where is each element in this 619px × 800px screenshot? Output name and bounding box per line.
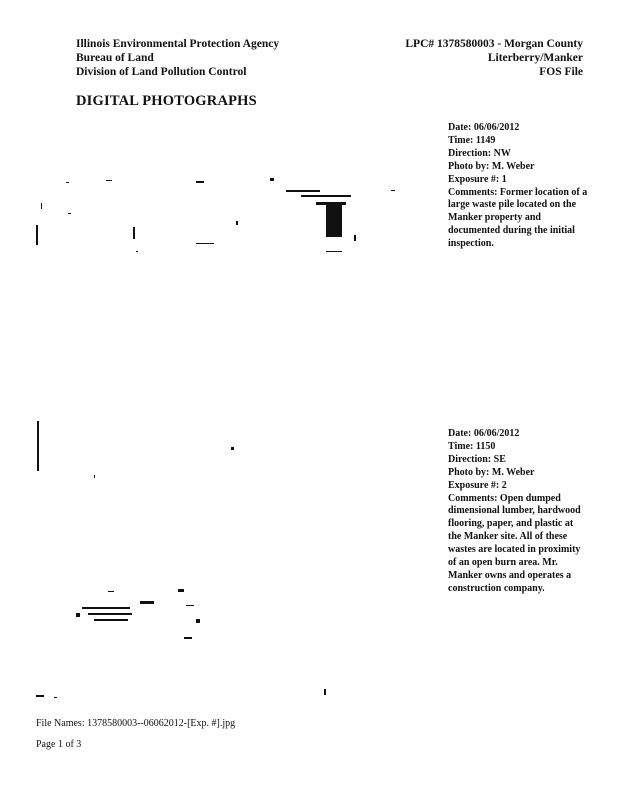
lpc-number: LPC# 1378580003 - Morgan County bbox=[405, 38, 583, 50]
photo-2 bbox=[36, 405, 406, 705]
site-name: Literberry/Manker bbox=[487, 52, 583, 64]
photo-1-metadata bbox=[448, 122, 588, 251]
photo-2-metadata bbox=[448, 428, 588, 596]
photo-2-image bbox=[36, 405, 406, 705]
agency-name: Illinois Environmental Protection Agency bbox=[76, 38, 280, 50]
file-type: FOS File bbox=[539, 66, 583, 78]
page-title: DIGITAL PHOTOGRAPHS bbox=[76, 93, 257, 109]
photo-1-exposure: Exposure #: 1 bbox=[448, 173, 507, 185]
photo-2-photographer: Photo by: M. Weber bbox=[448, 466, 535, 478]
agency-header bbox=[76, 37, 279, 79]
photo-2-date: Date: 06/06/2012 bbox=[448, 428, 520, 439]
photo-2-comments: Comments: Open dumped dimensional lumber, hardwood flooring, paper, and plastic at the Manker site. All of these wastes are located in proximity of an open burn area. Mr. Manker owns and operates a construction company. bbox=[448, 492, 581, 594]
division-name: Division of Land Pollution Control bbox=[76, 66, 247, 78]
photo-1-time: Time: 1149 bbox=[448, 134, 496, 146]
photo-1-comments: Comments: Former location of a large waste pile located on the Manker property and documented during the initial inspection. bbox=[448, 186, 588, 250]
photo-2-exposure: Exposure #: 2 bbox=[448, 479, 507, 491]
site-header bbox=[405, 37, 583, 79]
bureau-name: Bureau of Land bbox=[76, 52, 154, 64]
photo-1 bbox=[36, 165, 406, 265]
photo-1-image bbox=[36, 165, 406, 265]
photo-2-time: Time: 1150 bbox=[448, 440, 496, 452]
photo-1-direction: Direction: NW bbox=[448, 147, 511, 159]
page-number: Page 1 of 3 bbox=[36, 739, 82, 750]
photo-1-photographer: Photo by: M. Weber bbox=[448, 160, 535, 172]
photo-2-direction: Direction: SE bbox=[448, 453, 506, 465]
file-names: File Names: 1378580003--06062012-[Exp. #].jpg bbox=[36, 718, 236, 729]
photo-1-date: Date: 06/06/2012 bbox=[448, 122, 520, 133]
